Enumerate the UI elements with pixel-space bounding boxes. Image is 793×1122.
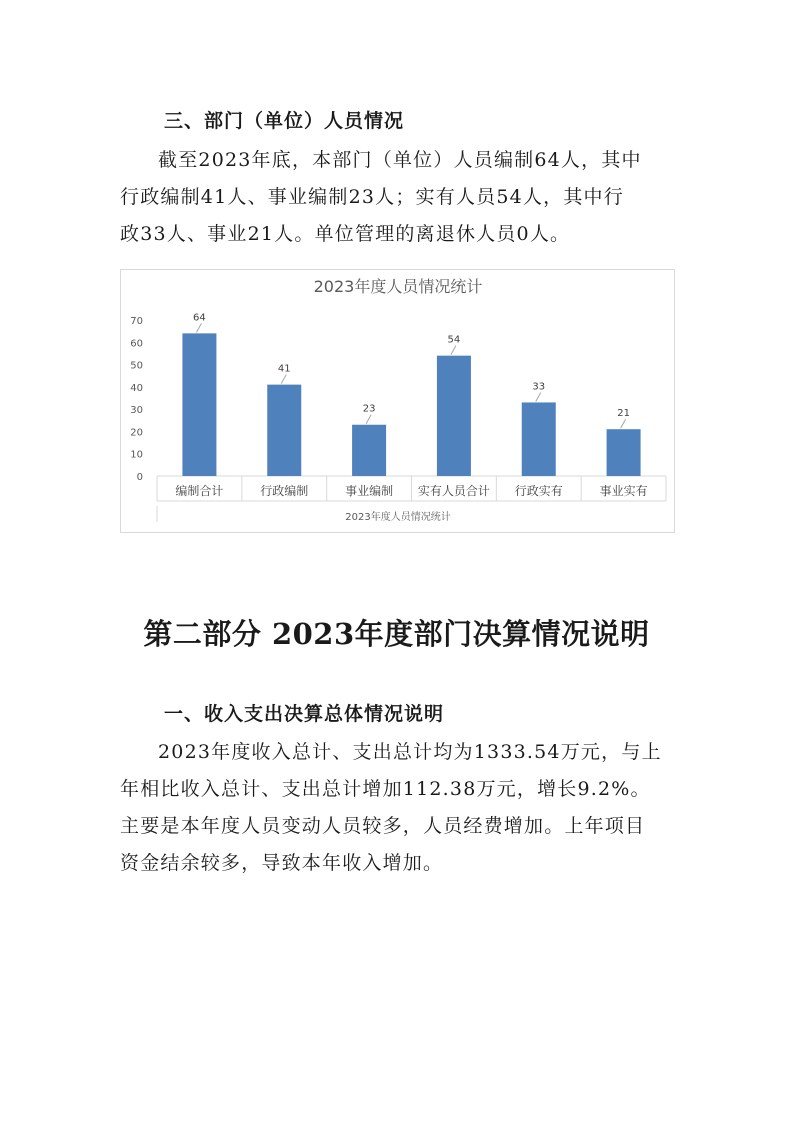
data-label-leader (451, 346, 456, 355)
x-tick-label: 实有人员合计 (417, 484, 490, 498)
personnel-bar-chart (120, 269, 675, 533)
data-label: 21 (617, 408, 630, 420)
x-tick-label: 事业编制 (345, 484, 394, 498)
y-tick-label: 40 (130, 382, 143, 394)
data-label: 23 (362, 403, 376, 415)
part-two-title: 第二部分 2023年度部门决算情况说明 (143, 617, 650, 651)
section-heading-personnel: 三、部门（单位）人员情况 (164, 110, 405, 132)
data-label-leader (281, 375, 286, 384)
x-tick-label: 编制合计 (175, 484, 224, 498)
paragraph-line: 截至2023年底，本部门（单位）人员编制64人，其中 (158, 149, 642, 171)
x-tick-label: 行政编制 (260, 484, 309, 498)
data-label-leader (536, 392, 541, 401)
y-tick-label: 20 (130, 427, 143, 439)
chart-svg (121, 270, 676, 534)
data-label-leader (621, 419, 626, 428)
bar-5 (607, 429, 641, 476)
data-label-leader (196, 323, 201, 332)
x-tick-label: 事业实有 (599, 484, 648, 498)
x-tick-label: 行政实有 (514, 484, 563, 498)
income-expense-paragraph (120, 734, 680, 882)
y-tick-label: 0 (136, 472, 143, 483)
paragraph-line: 年相比收入总计、支出总计增加112.38万元，增长9.2%。 (120, 778, 651, 800)
bar-1 (267, 385, 301, 476)
bar-0 (182, 333, 216, 476)
paragraph-line: 主要是本年度人员变动人员较多，人员经费增加。上年项目 (120, 815, 646, 837)
bar-3 (437, 356, 471, 476)
y-tick-label: 30 (130, 405, 143, 417)
data-label: 64 (193, 312, 206, 324)
section-heading-income-expense: 一、收入支出决算总体情况说明 (164, 703, 445, 725)
paragraph-line: 2023年度收入总计、支出总计均为1333.54万元，与上 (158, 741, 662, 763)
data-label: 54 (447, 334, 461, 346)
y-tick-label: 60 (130, 338, 143, 350)
personnel-paragraph (120, 142, 680, 253)
paragraph-line: 资金结余较多，导致本年收入增加。 (120, 852, 444, 874)
chart-title: 2023年度人员情况统计 (313, 277, 483, 296)
paragraph-line: 政33人、事业21人。单位管理的离退休人员0人。 (120, 223, 571, 245)
y-tick-label: 70 (130, 316, 143, 327)
y-tick-label: 50 (130, 360, 143, 372)
paragraph-line: 行政编制41人、事业编制23人；实有人员54人，其中行 (120, 186, 624, 208)
data-label-leader (366, 415, 371, 424)
data-label: 33 (532, 381, 546, 393)
x-axis-title: 2023年度人员情况统计 (345, 512, 451, 523)
bar-2 (352, 425, 386, 476)
data-label: 41 (277, 363, 291, 375)
bar-4 (522, 402, 556, 476)
y-tick-label: 10 (130, 449, 143, 461)
